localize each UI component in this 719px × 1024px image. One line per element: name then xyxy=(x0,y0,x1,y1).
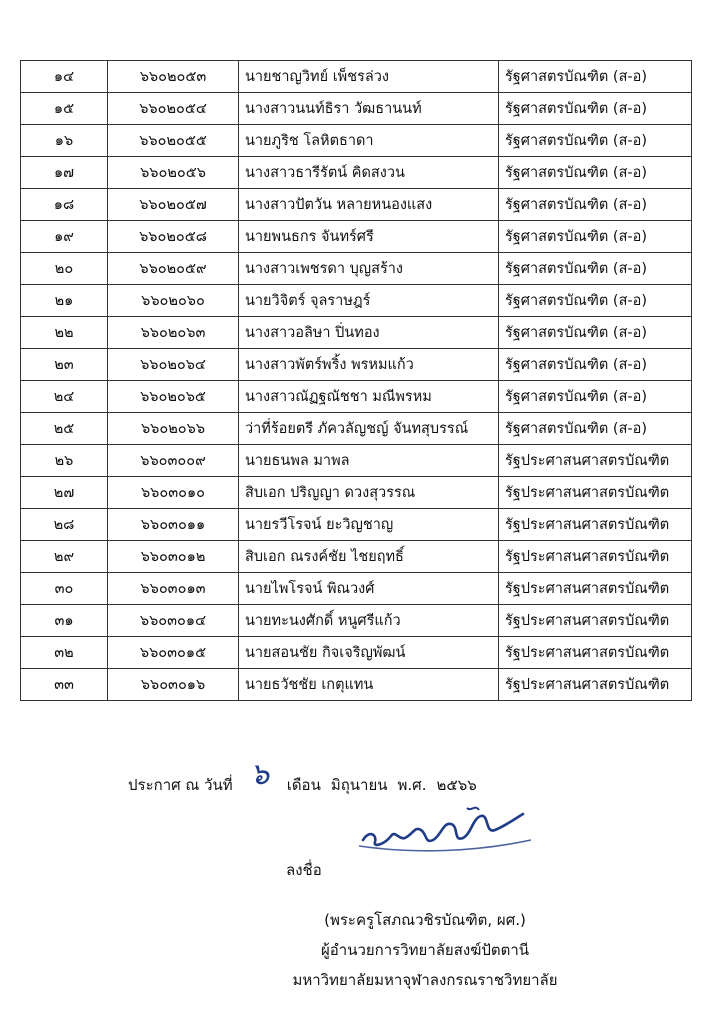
student-id-cell: ๖๖๐๒๐๕๗ xyxy=(108,189,239,221)
student-id-cell: ๖๖๐๓๐๑๕ xyxy=(108,637,239,669)
table-row xyxy=(21,157,692,189)
handwritten-signature xyxy=(355,800,535,860)
student-id-cell: ๖๖๐๒๐๖๐ xyxy=(108,285,239,317)
student-name-cell: นายภูริช โลหิตธาดา xyxy=(239,125,499,157)
student-name-cell: นางสาวธารีรัตน์ คิดสงวน xyxy=(239,157,499,189)
row-number-cell: ๒๖ xyxy=(21,445,108,477)
table-row xyxy=(21,541,692,573)
table-row xyxy=(21,637,692,669)
student-id-cell: ๖๖๐๒๐๖๖ xyxy=(108,413,239,445)
table-row xyxy=(21,573,692,605)
program-cell: รัฐศาสตรบัณฑิต (ส-อ) xyxy=(499,413,692,445)
announcement-month-label: เดือน xyxy=(286,776,321,794)
table-row xyxy=(21,221,692,253)
student-name-cell: นายรวีโรจน์ ยะวิญชาญ xyxy=(239,509,499,541)
signatory-name: (พระครูโสภณวชิรบัณฑิต, ผศ.) xyxy=(324,911,526,929)
signatory-institution: มหาวิทยาลัยมหาจุฬาลงกรณราชวิทยาลัย xyxy=(292,971,558,989)
student-name-cell: นางสาวปัตวัน หลายหนองแสง xyxy=(239,189,499,221)
table-row xyxy=(21,125,692,157)
table-row xyxy=(21,285,692,317)
table-row xyxy=(21,189,692,221)
row-number-cell: ๓๐ xyxy=(21,573,108,605)
program-cell: รัฐศาสตรบัณฑิต (ส-อ) xyxy=(499,285,692,317)
program-cell: รัฐประศาสนศาสตรบัณฑิต xyxy=(499,477,692,509)
program-cell: รัฐประศาสนศาสตรบัณฑิต xyxy=(499,637,692,669)
student-name-cell: นายวิจิตร์ จุลราษฎร์ xyxy=(239,285,499,317)
row-number-cell: ๑๕ xyxy=(21,93,108,125)
student-id-cell: ๖๖๐๓๐๑๒ xyxy=(108,541,239,573)
table-row xyxy=(21,445,692,477)
row-number-cell: ๒๙ xyxy=(21,541,108,573)
program-cell: รัฐศาสตรบัณฑิต (ส-อ) xyxy=(499,125,692,157)
table-row xyxy=(21,605,692,637)
row-number-cell: ๑๖ xyxy=(21,125,108,157)
student-id-cell: ๖๖๐๒๐๕๓ xyxy=(108,61,239,93)
row-number-cell: ๒๘ xyxy=(21,509,108,541)
student-name-cell: นายชาญวิทย์ เพ็ชรล่วง xyxy=(239,61,499,93)
program-cell: รัฐศาสตรบัณฑิต (ส-อ) xyxy=(499,189,692,221)
program-cell: รัฐประศาสนศาสตรบัณฑิต xyxy=(499,509,692,541)
announcement-line xyxy=(128,757,477,804)
table-row xyxy=(21,349,692,381)
student-id-cell: ๖๖๐๒๐๕๕ xyxy=(108,125,239,157)
program-cell: รัฐประศาสนศาสตรบัณฑิต xyxy=(499,605,692,637)
announcement-day: ๖ xyxy=(250,757,270,792)
student-name-cell: นายสอนชัย กิจเจริญพัฒน์ xyxy=(239,637,499,669)
table-row xyxy=(21,669,692,701)
program-cell: รัฐศาสตรบัณฑิต (ส-อ) xyxy=(499,317,692,349)
student-id-cell: ๖๖๐๓๐๑๑ xyxy=(108,509,239,541)
student-name-cell: นายธวัชชัย เกตุแทน xyxy=(239,669,499,701)
student-roster-table xyxy=(20,60,692,701)
table-row xyxy=(21,61,692,93)
row-number-cell: ๒๕ xyxy=(21,413,108,445)
announcement-era-label: พ.ศ. xyxy=(397,776,427,794)
row-number-cell: ๒๓ xyxy=(21,349,108,381)
row-number-cell: ๓๑ xyxy=(21,605,108,637)
program-cell: รัฐศาสตรบัณฑิต (ส-อ) xyxy=(499,93,692,125)
student-name-cell: นายพนธกร จันทร์ศรี xyxy=(239,221,499,253)
row-number-cell: ๓๒ xyxy=(21,637,108,669)
row-number-cell: ๒๗ xyxy=(21,477,108,509)
row-number-cell: ๑๘ xyxy=(21,189,108,221)
program-cell: รัฐประศาสนศาสตรบัณฑิต xyxy=(499,445,692,477)
row-number-cell: ๒๒ xyxy=(21,317,108,349)
row-number-cell: ๑๗ xyxy=(21,157,108,189)
row-number-cell: ๒๔ xyxy=(21,381,108,413)
table-row xyxy=(21,93,692,125)
program-cell: รัฐศาสตรบัณฑิต (ส-อ) xyxy=(499,253,692,285)
row-number-cell: ๓๓ xyxy=(21,669,108,701)
row-number-cell: ๑๔ xyxy=(21,61,108,93)
student-id-cell: ๖๖๐๓๐๑๐ xyxy=(108,477,239,509)
program-cell: รัฐศาสตรบัณฑิต (ส-อ) xyxy=(499,61,692,93)
sign-label: ลงชื่อ xyxy=(286,861,322,879)
program-cell: รัฐศาสตรบัณฑิต (ส-อ) xyxy=(499,157,692,189)
student-id-cell: ๖๖๐๒๐๖๕ xyxy=(108,381,239,413)
row-number-cell: ๒๐ xyxy=(21,253,108,285)
student-name-cell: สิบเอก ณรงค์ชัย ไชยฤทธิ์ xyxy=(239,541,499,573)
student-id-cell: ๖๖๐๓๐๑๓ xyxy=(108,573,239,605)
signatory-position: ผู้อำนวยการวิทยาลัยสงฆ์ปัตตานี xyxy=(320,941,530,959)
student-id-cell: ๖๖๐๒๐๕๘ xyxy=(108,221,239,253)
student-id-cell: ๖๖๐๓๐๑๔ xyxy=(108,605,239,637)
student-name-cell: นางสาวอลิษา ปิ่นทอง xyxy=(239,317,499,349)
program-cell: รัฐประศาสนศาสตรบัณฑิต xyxy=(499,541,692,573)
student-name-cell: นายธนพล มาพล xyxy=(239,445,499,477)
student-name-cell: นางสาวณัฏฐณัชชา มณีพรหม xyxy=(239,381,499,413)
student-id-cell: ๖๖๐๒๐๕๔ xyxy=(108,93,239,125)
student-id-cell: ๖๖๐๒๐๕๙ xyxy=(108,253,239,285)
table-row xyxy=(21,509,692,541)
student-name-cell: ว่าที่ร้อยตรี ภัควลัญชญ์ จันทสุบรรณ์ xyxy=(239,413,499,445)
signatory-block xyxy=(260,905,590,995)
student-name-cell: นางสาวนนท์ธิรา วัฒธานนท์ xyxy=(239,93,499,125)
student-id-cell: ๖๖๐๒๐๖๔ xyxy=(108,349,239,381)
row-number-cell: ๑๙ xyxy=(21,221,108,253)
table-row xyxy=(21,253,692,285)
table-row xyxy=(21,413,692,445)
row-number-cell: ๒๑ xyxy=(21,285,108,317)
student-name-cell: นายไพโรจน์ พิณวงศ์ xyxy=(239,573,499,605)
student-name-cell: นางสาวพัตร์พริ้ง พรหมแก้ว xyxy=(239,349,499,381)
program-cell: รัฐประศาสนศาสตรบัณฑิต xyxy=(499,669,692,701)
table-row xyxy=(21,477,692,509)
announcement-year: ๒๕๖๖ xyxy=(436,776,477,794)
announcement-prefix: ประกาศ ณ วันที่ xyxy=(128,776,233,794)
program-cell: รัฐศาสตรบัณฑิต (ส-อ) xyxy=(499,381,692,413)
student-name-cell: นายทะนงศักดิ์ หนูศรีแก้ว xyxy=(239,605,499,637)
student-name-cell: สิบเอก ปริญญา ดวงสุวรรณ xyxy=(239,477,499,509)
student-id-cell: ๖๖๐๒๐๖๓ xyxy=(108,317,239,349)
student-id-cell: ๖๖๐๓๐๐๙ xyxy=(108,445,239,477)
roster-body xyxy=(21,61,692,701)
program-cell: รัฐศาสตรบัณฑิต (ส-อ) xyxy=(499,349,692,381)
announcement-month: มิถุนายน xyxy=(330,776,388,794)
student-name-cell: นางสาวเพชรดา บุญสร้าง xyxy=(239,253,499,285)
program-cell: รัฐศาสตรบัณฑิต (ส-อ) xyxy=(499,221,692,253)
student-id-cell: ๖๖๐๓๐๑๖ xyxy=(108,669,239,701)
student-id-cell: ๖๖๐๒๐๕๖ xyxy=(108,157,239,189)
table-row xyxy=(21,381,692,413)
table-row xyxy=(21,317,692,349)
program-cell: รัฐประศาสนศาสตรบัณฑิต xyxy=(499,573,692,605)
